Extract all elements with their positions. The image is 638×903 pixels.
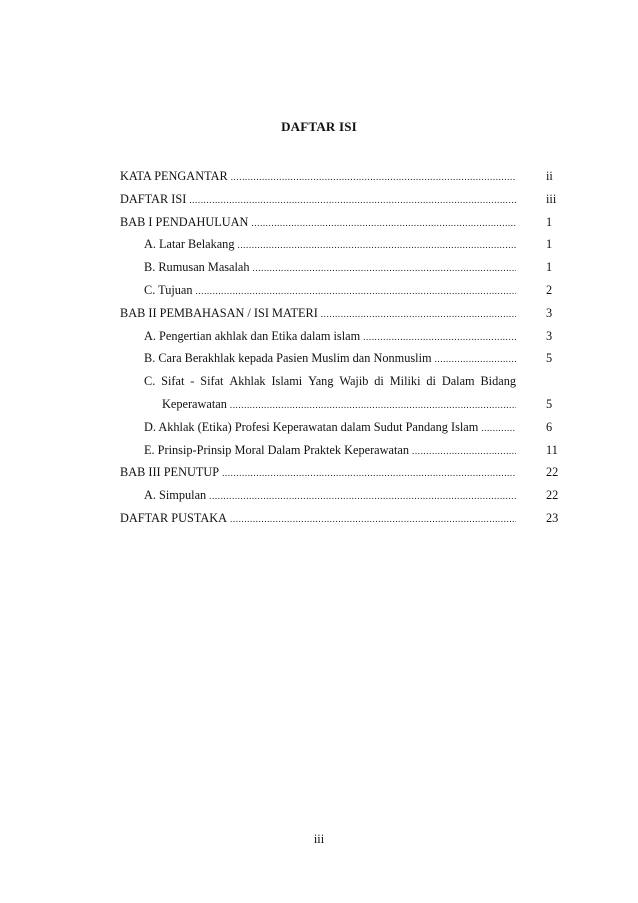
toc-page-number: 1 [546, 260, 553, 275]
toc-entry-label: DAFTAR ISI [120, 191, 187, 206]
dot-leader [251, 212, 516, 235]
toc-entry-label: B. Cara Berakhlak kepada Pasien Muslim dan Nonmuslim [144, 351, 432, 366]
toc-entry-daftar-pustaka [120, 507, 565, 530]
dot-leader [321, 303, 516, 326]
word: Wajib [339, 374, 369, 389]
toc-page-number: 3 [546, 305, 553, 320]
page-title: DAFTAR ISI [281, 119, 357, 134]
dot-leader [435, 348, 516, 371]
toc-page-number: 22 [546, 465, 559, 480]
dot-leader [363, 326, 516, 349]
word: - [190, 374, 195, 389]
toc-page-number: 2 [546, 282, 553, 297]
toc-entry-label: A. Simpulan [144, 488, 207, 503]
toc-page-number: 22 [546, 488, 559, 503]
toc-page-number: 23 [546, 510, 559, 525]
toc-entry-rumusan-masalah [120, 256, 565, 279]
table-of-contents [120, 165, 565, 530]
toc-entry-label: BAB III PENUTUP [120, 465, 220, 480]
dot-leader [253, 257, 516, 280]
toc-entry-label: DAFTAR PUSTAKA [120, 510, 228, 525]
toc-entry-bab-3 [120, 461, 565, 484]
toc-entry-cara-berakhlak [120, 347, 565, 370]
toc-entry-label: E. Prinsip-Prinsip Moral Dalam Praktek Keperawatan [144, 442, 410, 457]
toc-entry-label: KATA PENGANTAR [120, 169, 228, 183]
toc-page-number: 5 [546, 351, 553, 366]
dot-leader [189, 189, 516, 212]
word: Miliki [389, 374, 421, 389]
toc-entry-akhlak-profesi [120, 416, 565, 439]
toc-entry-tujuan [120, 279, 565, 302]
word: Akhlak [229, 374, 266, 389]
word: di [374, 374, 384, 389]
word: Yang [308, 374, 334, 389]
toc-entry-label: Keperawatan [162, 396, 227, 411]
toc-entry-pengertian-akhlak [120, 325, 565, 348]
toc-entry-label: A. Pengertian akhlak dan Etika dalam islam [144, 328, 361, 343]
toc-page-number: 3 [546, 328, 553, 343]
toc-page-number: ii [546, 169, 553, 183]
toc-entry-sifat-akhlak-line-1 [120, 370, 565, 393]
toc-page-number: 11 [546, 442, 558, 457]
toc-entry-label: C. Tujuan [144, 282, 193, 297]
toc-page-number: iii [546, 191, 557, 206]
toc-entry-label: B. Rumusan Masalah [144, 260, 250, 275]
word: Dalam [441, 374, 475, 389]
dot-leader [196, 280, 516, 303]
footer-page-number: iii [313, 832, 325, 846]
word: di [426, 374, 436, 389]
toc-entry-bab-2 [120, 302, 565, 325]
toc-entry-prinsip-moral [120, 439, 565, 462]
dot-leader [231, 166, 516, 189]
dot-leader [237, 234, 516, 257]
dot-leader [209, 485, 516, 508]
word: Sifat [161, 374, 185, 389]
toc-entry-bab-1 [120, 211, 565, 234]
toc-entry-daftar-isi [120, 188, 565, 211]
word: Bidang [480, 374, 516, 389]
dot-leader [230, 394, 516, 417]
word: C. [144, 374, 156, 389]
dot-leader [481, 417, 516, 440]
toc-entry-kata-pengantar [120, 165, 565, 188]
toc-entry-simpulan [120, 484, 565, 507]
toc-entry-label: A. Latar Belakang [144, 237, 235, 252]
toc-page-number: 6 [546, 419, 553, 434]
toc-entry-label: BAB II PEMBAHASAN / ISI MATERI [120, 305, 318, 320]
word: Sifat [200, 374, 224, 389]
toc-page-number: 1 [546, 214, 553, 229]
dot-leader [230, 508, 516, 531]
word: Islami [271, 374, 303, 389]
toc-entry-latar-belakang [120, 233, 565, 256]
dot-leader [222, 462, 516, 485]
toc-entry-label-justified [144, 370, 516, 393]
toc-page-number: 5 [546, 396, 553, 411]
toc-entry-sifat-akhlak-line-2 [120, 393, 565, 416]
toc-entry-label: BAB I PENDAHULUAN [120, 214, 249, 229]
toc-entry-label: D. Akhlak (Etika) Profesi Keperawatan dalam Sudut Pandang Islam [144, 419, 479, 434]
dot-leader [412, 440, 516, 463]
toc-page-number: 1 [546, 237, 553, 252]
